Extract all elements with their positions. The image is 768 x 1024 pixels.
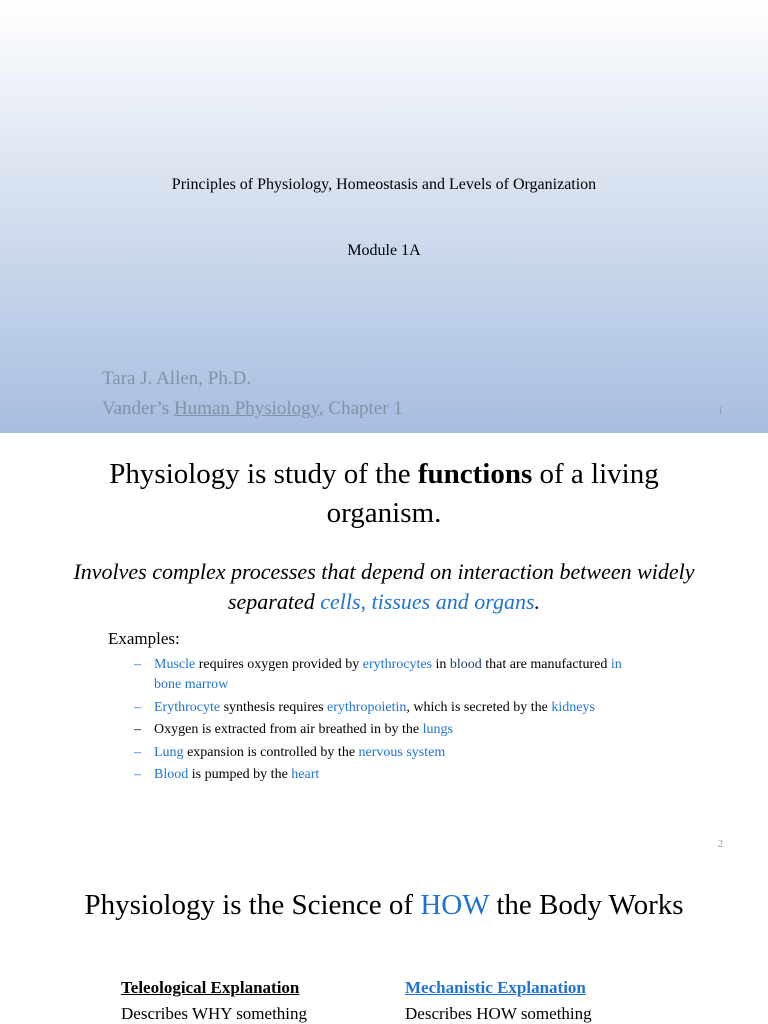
bullet-dash: – — [134, 722, 141, 737]
text: synthesis requires — [220, 699, 328, 715]
page-number: 1 — [718, 406, 723, 417]
text: , which is secreted by the — [406, 699, 552, 715]
subtitle-text: Involves complex processes that depend on interaction between widely separated — [73, 559, 695, 614]
text: expansion is controlled by the — [183, 744, 359, 760]
heading-text: Physiology is study of the — [109, 458, 418, 490]
term: Blood — [154, 767, 189, 782]
term: Erythrocyte — [154, 699, 221, 715]
term: heart — [291, 767, 320, 782]
bullet-dash: – — [134, 699, 141, 715]
science-slide — [0, 858, 768, 1024]
text: Oxygen is extracted from air breathed in by the — [154, 722, 423, 737]
heading-text: Physiology is the Science of — [84, 889, 421, 921]
term: Lung — [154, 744, 184, 760]
module-label: Module 1A — [347, 242, 421, 259]
examples-label: Examples: — [108, 629, 180, 648]
examples-list — [134, 655, 624, 788]
slide-subtitle — [60, 557, 708, 617]
heading-bold: functions — [417, 458, 533, 490]
book-suffix: , Chapter 1 — [318, 398, 403, 419]
term: erythropoietin — [327, 699, 407, 715]
book-prefix: Vander’s — [102, 398, 174, 419]
slide-heading — [60, 455, 708, 533]
subtitle-highlight: cells, tissues and organs — [320, 589, 535, 614]
term: erythrocytes — [362, 657, 432, 672]
teleological-heading: Teleological Explanation — [121, 978, 300, 997]
heading-highlight: HOW — [420, 889, 490, 921]
list-item — [134, 720, 624, 740]
list-item — [134, 655, 624, 695]
title-slide — [0, 0, 768, 433]
bullet-dash: – — [134, 657, 141, 672]
list-item — [134, 743, 624, 763]
term: lungs — [422, 722, 453, 737]
author-name: Tara J. Allen, Ph.D. — [102, 368, 252, 389]
mechanistic-text: Describes HOW something — [405, 1004, 592, 1023]
heading-text-end: the Body Works — [489, 889, 684, 921]
mechanistic-heading: Mechanistic Explanation — [405, 978, 586, 997]
subtitle-end: . — [534, 589, 541, 614]
text: requires oxygen provided by — [195, 657, 363, 672]
book-reference — [102, 398, 403, 420]
text: in — [432, 657, 450, 672]
slide-heading — [60, 886, 708, 925]
list-item — [134, 765, 624, 785]
term: nervous system — [358, 744, 446, 760]
text: is pumped by the — [188, 767, 292, 782]
term: kidneys — [551, 699, 595, 715]
page-number: 2 — [718, 839, 723, 850]
term: Muscle — [154, 657, 196, 672]
bullet-dash: – — [134, 767, 141, 782]
slide-title: Principles of Physiology, Homeostasis and Levels of Organization — [171, 176, 597, 193]
heading-text-end: of a living organism. — [326, 458, 659, 529]
teleological-text: Describes WHY something — [121, 1004, 308, 1023]
term: in bone marrow — [154, 657, 622, 692]
text: that are manufactured — [481, 657, 611, 672]
book-title: Human Physiology — [173, 398, 319, 419]
list-item — [134, 698, 624, 718]
definition-slide — [0, 433, 768, 858]
term: blood — [449, 657, 482, 672]
bullet-dash: – — [134, 744, 141, 760]
